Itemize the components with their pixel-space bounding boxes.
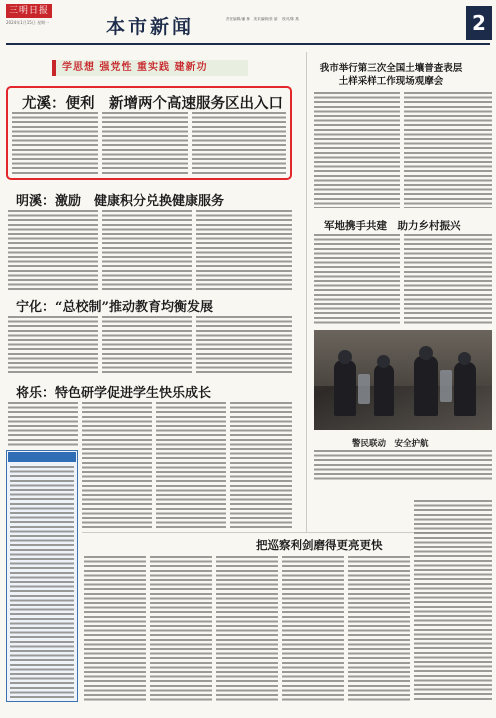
column-divider bbox=[306, 52, 307, 532]
bottom-text-col-2 bbox=[150, 556, 212, 702]
slogan-banner: 学思想 强党性 重实践 建新功 bbox=[52, 60, 248, 76]
article-3-text-col-2 bbox=[102, 316, 192, 376]
issue-date: 2024年1月15日 星期一 bbox=[6, 20, 50, 25]
bottom-text-col-4 bbox=[282, 556, 344, 702]
article-3-text-col-3 bbox=[196, 316, 292, 376]
bottom-text-col-5 bbox=[348, 556, 410, 702]
article-4-headline[interactable]: 将乐：特色研学促进学生快乐成长 bbox=[16, 386, 212, 401]
sidebar-box-text bbox=[10, 466, 74, 698]
article-2-headline[interactable]: 明溪：激励 健康积分兑换健康服务 bbox=[16, 194, 225, 209]
bottom-text-col-6 bbox=[414, 500, 492, 702]
newspaper-logo: 三明日报 bbox=[6, 4, 52, 18]
right-top-text-col-2 bbox=[404, 92, 492, 208]
article-2-text-col-1 bbox=[8, 210, 98, 290]
article-3-text-col-1 bbox=[8, 316, 98, 376]
section-title: 本市新闻 bbox=[106, 16, 195, 38]
lead-text-col-1 bbox=[12, 112, 98, 176]
masthead-divider bbox=[6, 43, 490, 45]
sidebar-box-header bbox=[8, 452, 76, 462]
article-2-text-col-3 bbox=[196, 210, 292, 290]
editor-info: 责任编辑/潘 林 美术编辑/张 丽 校对/陈 燕 bbox=[226, 17, 299, 21]
right-mid-text-col-1 bbox=[314, 234, 400, 326]
lead-text-col-3 bbox=[192, 112, 286, 176]
bottom-headline[interactable]: 把巡察利剑磨得更亮更快 bbox=[256, 538, 383, 552]
article-2-text-col-2 bbox=[102, 210, 192, 290]
article-4-text-col-1 bbox=[8, 402, 78, 446]
photo-caption-text bbox=[314, 450, 492, 480]
photo-caption-title: 警民联动 安全护航 bbox=[352, 439, 429, 449]
lead-headline[interactable]: 尤溪：便利 新增两个高速服务区出入口 bbox=[22, 95, 283, 112]
police-drill-photo bbox=[314, 330, 492, 430]
right-top-text-col-1 bbox=[314, 92, 400, 208]
masthead bbox=[0, 0, 496, 50]
page-number-badge: 2 bbox=[466, 6, 492, 40]
right-mid-text-col-2 bbox=[404, 234, 492, 326]
right-top-headline[interactable]: 我市举行第三次全国土壤普查表层土样采样工作现场观摩会 bbox=[319, 63, 463, 87]
right-mid-headline[interactable]: 军地携手共建 助力乡村振兴 bbox=[324, 220, 461, 232]
bottom-text-col-1 bbox=[84, 556, 146, 702]
bottom-text-col-3 bbox=[216, 556, 278, 702]
article-4-text-col-3 bbox=[156, 402, 226, 528]
article-3-headline[interactable]: 宁化：“总校制”推动教育均衡发展 bbox=[16, 300, 213, 315]
lead-text-col-2 bbox=[102, 112, 188, 176]
article-4-text-col-4 bbox=[230, 402, 292, 528]
article-4-text-col-2 bbox=[82, 402, 152, 528]
